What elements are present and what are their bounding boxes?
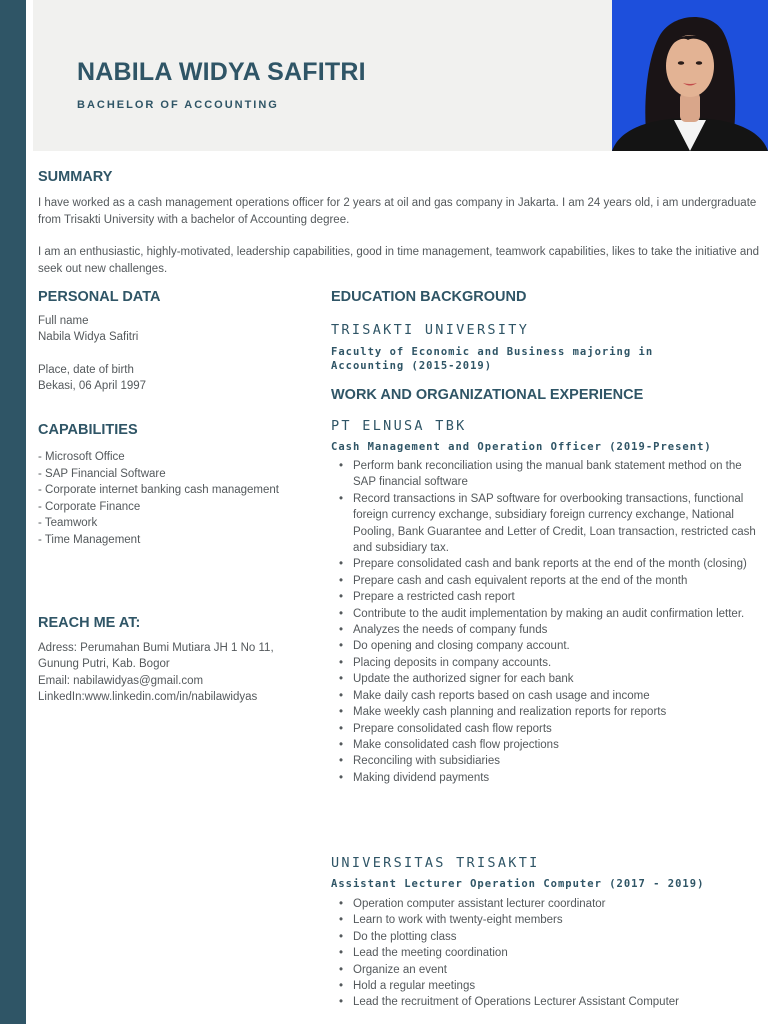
page-margin bbox=[26, 0, 33, 1024]
duty-item: • Record transactions in SAP software for overbooking transactions, functional foreign currency exchange, subsidiary foreign currency exchange, National Pooling, Bank Guarantee and Letter of Credit, Loan transaction, restricted cash and subsidiary tax. bbox=[331, 491, 758, 557]
duty-item: • Prepare consolidated cash and bank reports at the end of the month (closing) bbox=[331, 556, 758, 572]
duty-item: • Prepare cash and cash equivalent reports at the end of the month bbox=[331, 573, 758, 589]
capabilities-heading: CAPABILITIES bbox=[38, 422, 138, 438]
capability-item: - Teamwork bbox=[38, 517, 98, 529]
duty-item: • Prepare consolidated cash flow reports bbox=[331, 721, 758, 737]
fullname-value: Nabila Widya Safitri bbox=[38, 331, 139, 343]
summary-paragraph-1: I have worked as a cash management operations officer for 2 years at oil and gas company in Jakarta. I am 24 years old, i am undergraduate from Trisakti University with a bachelor of Accounting degree. bbox=[38, 197, 757, 226]
education-detail: Faculty of Economic and Business majoring in Accounting (2015-2019) bbox=[331, 346, 654, 372]
job-role: Assistant Lecturer Operation Computer (2017 - 2019) bbox=[331, 878, 705, 890]
summary-heading: SUMMARY bbox=[38, 169, 113, 185]
experience-heading: WORK AND ORGANIZATIONAL EXPERIENCE bbox=[331, 387, 644, 403]
job-company: PT ELNUSA TBK bbox=[331, 418, 467, 434]
sidebar-accent-strip bbox=[0, 0, 26, 1024]
job-company: UNIVERSITAS TRISAKTI bbox=[331, 855, 540, 871]
duty-item: • Reconciling with subsidiaries bbox=[331, 753, 758, 769]
duty-item: • Learn to work with twenty-eight members bbox=[331, 912, 758, 928]
education-heading: EDUCATION BACKGROUND bbox=[331, 289, 527, 305]
capability-item: - Time Management bbox=[38, 533, 141, 546]
birth-value: Bekasi, 06 April 1997 bbox=[38, 380, 147, 392]
duty-item: • Lead the meeting coordination bbox=[331, 945, 758, 961]
duty-item: • Making dividend payments bbox=[331, 770, 758, 786]
profile-photo bbox=[612, 0, 768, 151]
contact-heading: REACH ME AT: bbox=[38, 615, 141, 631]
fullname-label: Full name bbox=[38, 315, 89, 327]
duty-item: • Make consolidated cash flow projections bbox=[331, 737, 758, 753]
job-role: Cash Management and Operation Officer (2019-Present) bbox=[331, 441, 712, 453]
linkedin-text[interactable]: LinkedIn:www.linkedin.com/in/nabilawidyas bbox=[38, 691, 258, 703]
capability-item: - SAP Financial Software bbox=[38, 467, 166, 480]
email-text[interactable]: Email: nabilawidyas@gmail.com bbox=[38, 675, 204, 687]
duty-item: • Hold a regular meetings bbox=[331, 978, 758, 994]
duty-item: • Do opening and closing company account. bbox=[331, 638, 758, 654]
address-line-2: Gunung Putri, Kab. Bogor bbox=[38, 658, 170, 670]
duty-item: • Contribute to the audit implementation by making an audit confirmation letter. bbox=[331, 606, 758, 622]
portrait-illustration bbox=[612, 0, 768, 151]
capabilities-list bbox=[38, 449, 279, 548]
education-school: TRISAKTI UNIVERSITY bbox=[331, 322, 530, 338]
duty-item: • Organize an event bbox=[331, 962, 758, 978]
candidate-degree: BACHELOR OF ACCOUNTING bbox=[77, 99, 279, 111]
duty-item: • Analyzes the needs of company funds bbox=[331, 622, 758, 638]
summary-paragraph-2: I am an enthusiastic, highly-motivated, leadership capabilities, good in time management, teamwork capabilities, likes to take the initiative and seek out new challenges. bbox=[38, 246, 760, 275]
duty-item: • Make daily cash reports based on cash usage and income bbox=[331, 688, 758, 704]
capability-item: - Corporate Finance bbox=[38, 500, 141, 513]
duty-item: • Perform bank reconciliation using the manual bank statement method on the SAP financial software bbox=[331, 458, 758, 491]
address-line-1: Adress: Perumahan Bumi Mutiara JH 1 No 11, bbox=[38, 642, 274, 654]
candidate-name: NABILA WIDYA SAFITRI bbox=[77, 58, 366, 86]
duty-item: • Lead the recruitment of Operations Lecturer Assistant Computer bbox=[331, 994, 758, 1010]
duty-item: • Prepare a restricted cash report bbox=[331, 589, 758, 605]
capability-item: - Corporate internet banking cash management bbox=[38, 484, 280, 496]
duty-item: • Placing deposits in company accounts. bbox=[331, 655, 758, 671]
birth-label: Place, date of birth bbox=[38, 364, 134, 376]
duty-item: • Make weekly cash planning and realization reports for reports bbox=[331, 704, 758, 720]
job-duties-list bbox=[331, 458, 758, 786]
duty-item: • Do the plotting class bbox=[331, 929, 758, 945]
personal-data-heading: PERSONAL DATA bbox=[38, 289, 161, 305]
duty-item: • Operation computer assistant lecturer coordinator bbox=[331, 896, 758, 912]
capability-item: - Microsoft Office bbox=[38, 451, 125, 463]
duty-item: • Update the authorized signer for each bank bbox=[331, 671, 758, 687]
job-duties-list bbox=[331, 896, 758, 1011]
